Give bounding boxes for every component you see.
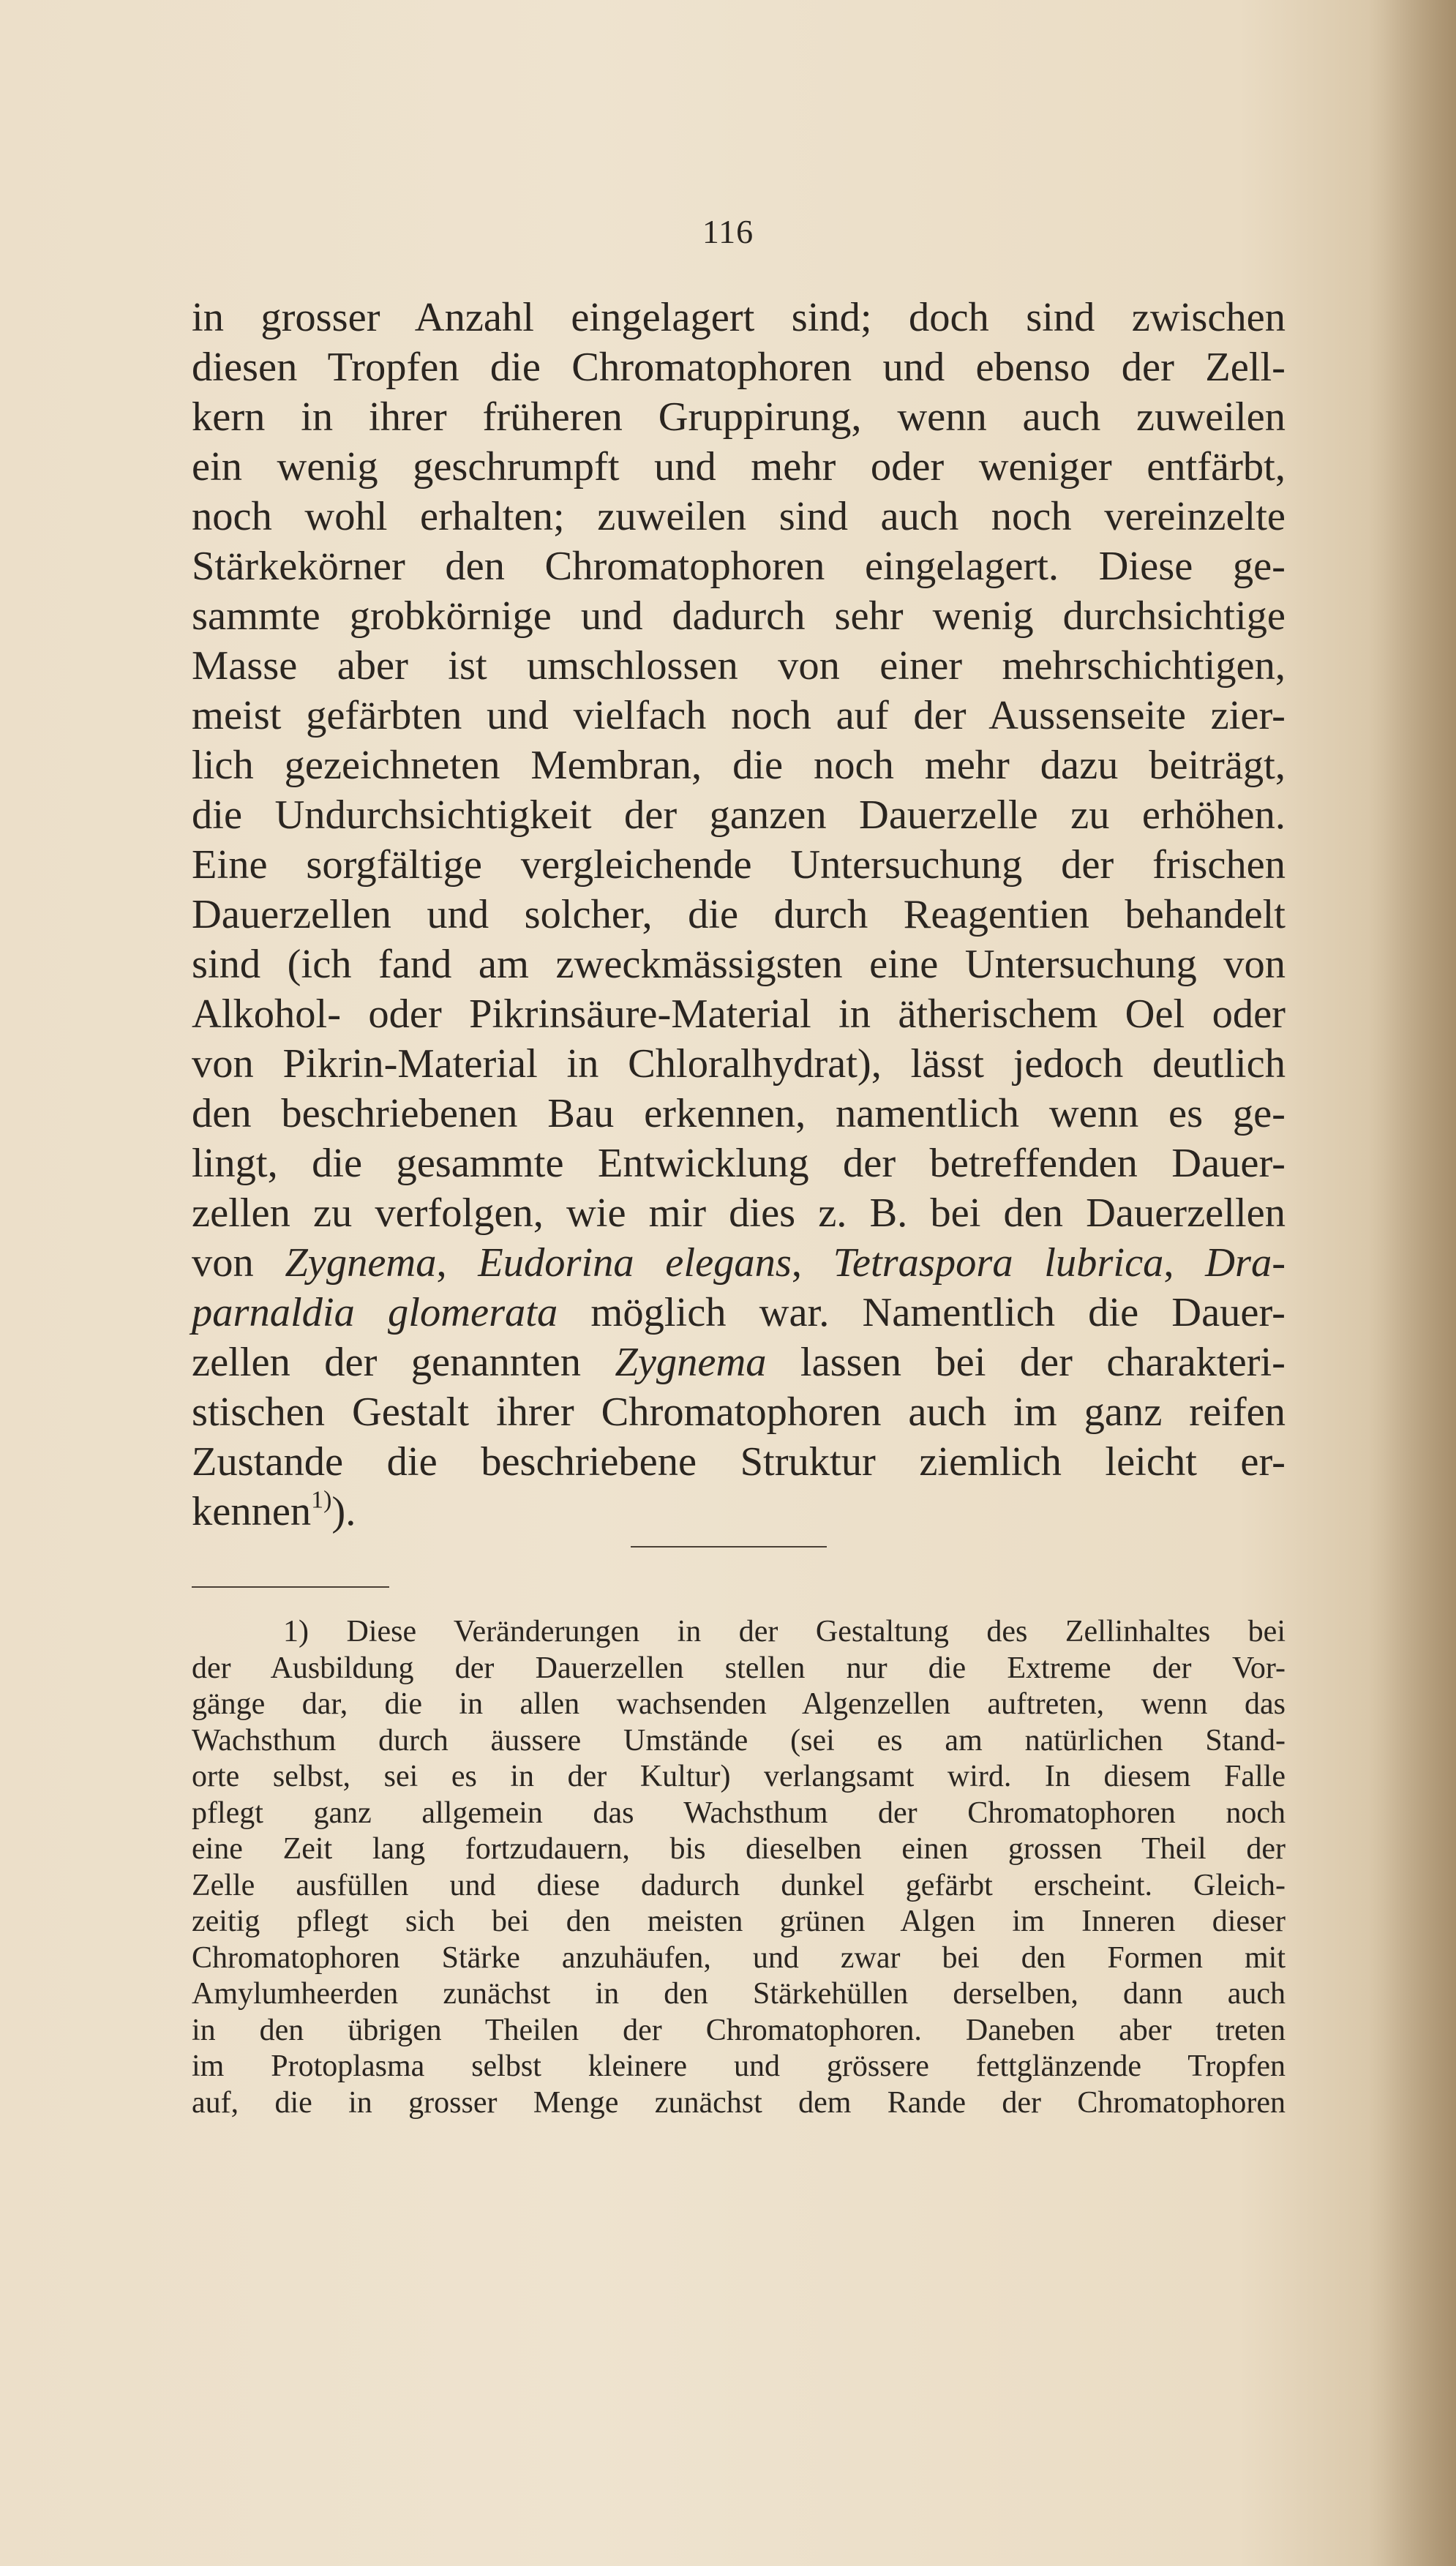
footnote-line: pflegt ganz allgemein das Wachsthum der Chromatophoren noch	[192, 1796, 1286, 1830]
text-line: Zustande die beschriebene Struktur ziemlich leicht er-	[192, 1439, 1286, 1485]
footnote-line: in den übrigen Theilen der Chromatophoren. Daneben aber treten	[192, 2013, 1286, 2047]
species-name: parnaldia glomerata	[192, 1290, 558, 1335]
species-name: Zygnema	[615, 1340, 767, 1385]
footnote-line: Amylumheerden zunächst in den Stärkehüllen derselben, dann auch	[192, 1977, 1286, 2011]
footnote	[192, 1614, 1286, 2121]
text-line: von Pikrin-Material in Chloralhydrat), lässt jedoch deutlich	[192, 1041, 1286, 1087]
footnote-line: Chromatophoren Stärke anzuhäufen, und zwar bei den Formen mit	[192, 1940, 1286, 1975]
text-line: von Zygnema, Eudorina elegans, Tetraspora lubrica, Dra-	[192, 1240, 1286, 1286]
footnote-divider	[192, 1586, 389, 1588]
text-line: sammte grobkörnige und dadurch sehr wenig durchsichtige	[192, 593, 1286, 639]
text-line: lingt, die gesammte Entwicklung der betreffenden Dauer-	[192, 1141, 1286, 1186]
page-number: 116	[702, 213, 754, 250]
body-text	[192, 293, 1286, 1537]
footnote-line: im Protoplasma selbst kleinere und grössere fettglänzende Tropfen	[192, 2049, 1286, 2083]
text-line: Alkohol- oder Pikrinsäure-Material in ätherischem Oel oder	[192, 991, 1286, 1037]
footnote-line: eine Zeit lang fortzudauern, bis dieselben einen grossen Theil der	[192, 1832, 1286, 1866]
footnote-line: der Ausbildung der Dauerzellen stellen nur die Extreme der Vor-	[192, 1651, 1286, 1685]
text-line: sind (ich fand am zweckmässigsten eine Untersuchung von	[192, 942, 1286, 987]
page-edge-shadow	[1368, 0, 1456, 2566]
footnote-line: orte selbst, sei es in der Kultur) verlangsamt wird. In diesem Falle	[192, 1760, 1286, 1793]
text-line: zellen der genannten Zygnema lassen bei der charakteri-	[192, 1340, 1286, 1385]
text-line: Masse aber ist umschlossen von einer mehrschichtigen,	[192, 643, 1286, 689]
section-divider	[631, 1546, 827, 1548]
footnote-line: gänge dar, die in allen wachsenden Algenzellen auftreten, wenn das	[192, 1687, 1286, 1721]
text-line: meist gefärbten und vielfach noch auf der Aussenseite zier-	[192, 693, 1286, 738]
text-line: in grosser Anzahl eingelagert sind; doch sind zwischen	[192, 295, 1286, 340]
text-line: lich gezeichneten Membran, die noch mehr dazu beiträgt,	[192, 743, 1286, 788]
text-line: den beschriebenen Bau erkennen, namentlich wenn es ge-	[192, 1091, 1286, 1136]
footnote-line: 1) Diese Veränderungen in der Gestaltung des Zellinhaltes bei	[283, 1615, 1286, 1648]
text-line: diesen Tropfen die Chromatophoren und ebenso der Zell-	[192, 345, 1286, 390]
text-line: zellen zu verfolgen, wie mir dies z. B. bei den Dauerzellen	[192, 1190, 1286, 1236]
text-line: parnaldia glomerata möglich war. Namentlich die Dauer-	[192, 1290, 1286, 1335]
species-name: Dra-	[1205, 1240, 1286, 1286]
text-line: stischen Gestalt ihrer Chromatophoren auch im ganz reifen	[192, 1389, 1286, 1435]
text-line: Stärkekörner den Chromatophoren eingelagert. Diese ge-	[192, 544, 1286, 589]
footnote-line: Zelle ausfüllen und diese dadurch dunkel gefärbt erscheint. Gleich-	[192, 1868, 1286, 1902]
species-name: Tetraspora lubrica	[833, 1240, 1164, 1286]
text-line: ein wenig geschrumpft und mehr oder weniger entfärbt,	[192, 444, 1286, 489]
footnote-line: zeitig pflegt sich bei den meisten grünen Algen im Inneren dieser	[192, 1905, 1286, 1938]
footnote-marker: 1)	[311, 1486, 332, 1514]
footnote-line: auf, die in grosser Menge zunächst dem Rande der Chromatophoren	[192, 2085, 1286, 2120]
species-name: Eudorina elegans	[478, 1240, 792, 1286]
text-line: kennen$^{1)}$).	[192, 1486, 356, 1534]
text-line: noch wohl erhalten; zuweilen sind auch noch vereinzelte	[192, 494, 1286, 539]
species-name: Zygnema	[285, 1240, 437, 1286]
text-line: Eine sorgfältige vergleichende Untersuchung der frischen	[192, 842, 1286, 888]
text-line: Dauerzellen und solcher, die durch Reagentien behandelt	[192, 892, 1286, 937]
footnote-line: Wachsthum durch äussere Umstände (sei es am natürlichen Stand-	[192, 1723, 1286, 1757]
text-line: die Undurchsichtigkeit der ganzen Dauerzelle zu erhöhen.	[192, 792, 1286, 838]
text-line: kern in ihrer früheren Gruppirung, wenn auch zuweilen	[192, 394, 1286, 440]
